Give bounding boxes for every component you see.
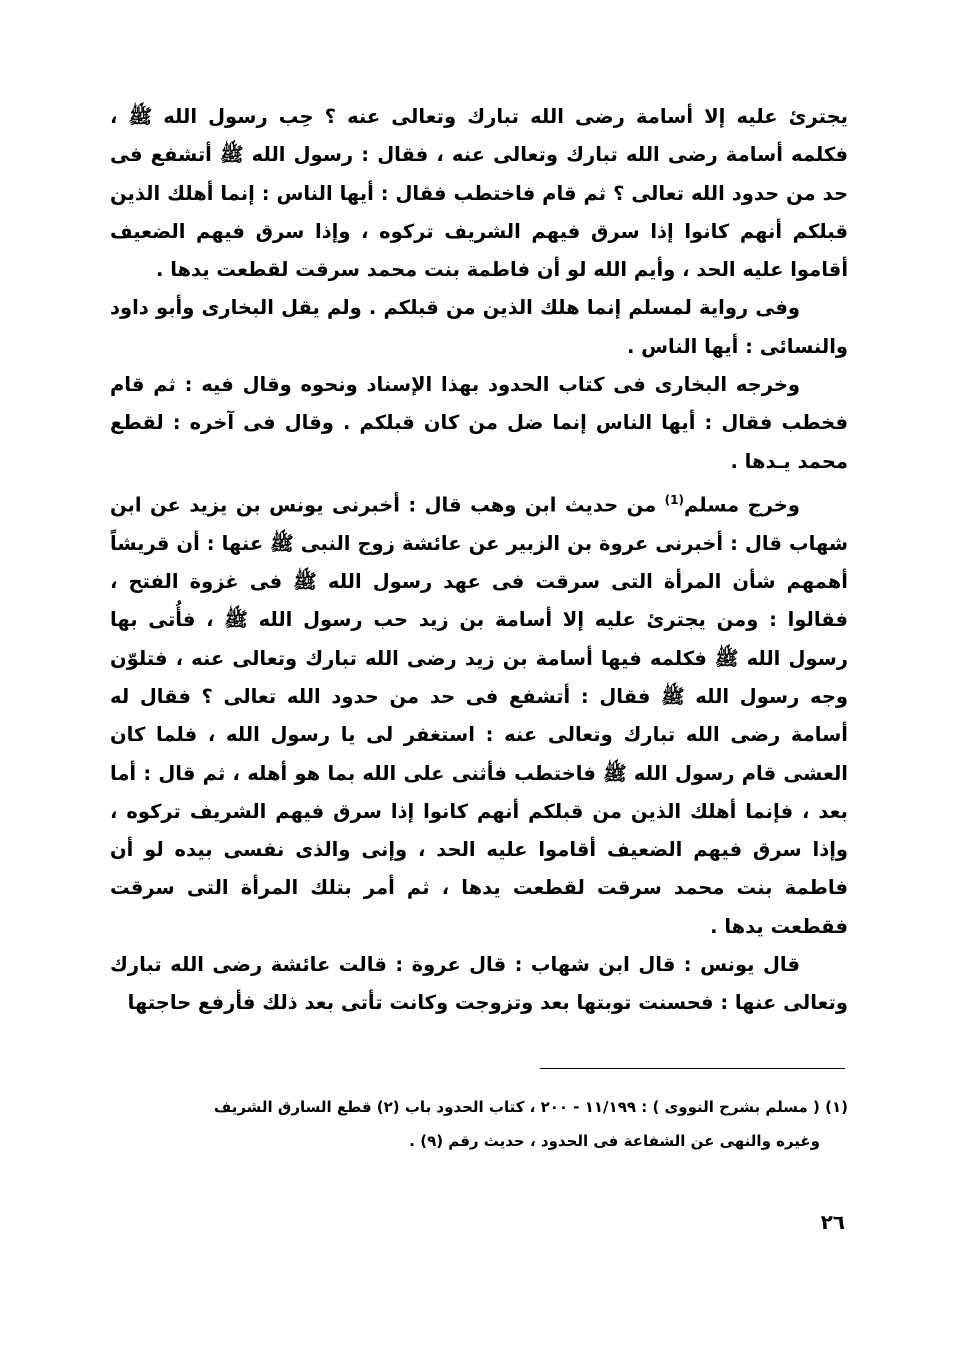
footnote-divider (540, 1068, 845, 1069)
main-text (110, 98, 848, 1023)
footnote-line-2: وغيره والنهى عن الشفاعة فى الحدود ، حديث رقم (٩) . (409, 1132, 820, 1150)
paragraph-4-start: وخرج مسلم (684, 493, 800, 517)
paragraph-4 (110, 481, 848, 946)
paragraph-4-rest: من حديث ابن وهب قال : أخبرنى يونس بن يزيد عن ابن شهاب قال : أخبرنى عروة بن الزبير عن عائشة زوج النبى ﷺ عنها : أن قريشاً أهمهم شأن المرأة التى سرقت فى عهد رسول الله ﷺ فى غزوة الفتح ، فقالوا : ومن يجترئ عليه إلا أسامة بن زيد حب رسول الله ﷺ ، فأُتى بها رسول الله ﷺ فكلمه فيها أسامة بن زيد رضى الله تبارك وتعالى عنه ، فتلوّن وجه رسول الله ﷺ فقال : أتشفع فى حد من حدود الله تعالى ؟ فقال له أسامة رضى الله تبارك وتعالى عنه : استغفر لى يا رسول الله ، فلما كان العشى قام رسول الله ﷺ فاختطب فأثنى على الله بما هو أهله ، ثم قال : أما بعد ، فإنما أهلك الذين من قبلكم أنهم كانوا إذا سرق فيهم الشريف تركوه ، وإذا سرق فيهم الضعيف أقاموا عليه الحد ، وإنى والذى نفسى بيده لو أن فاطمة بنت محمد سرقت لقطعت يدها ، ثم أمر بتلك المرأة التى سرقت فقطعت يدها . (110, 493, 848, 938)
paragraph-1: يجترئ عليه إلا أسامة رضى الله تبارك وتعالى عنه ؟ حِب رسول الله ﷺ ، فكلمه أسامة رضى الله تبارك وتعالى عنه ، فقال : رسول الله ﷺ أتشفع فى حد من حدود الله تعالى ؟ ثم قام فاختطب فقال : أيها الناس : إنما أهلك الذين قبلكم أنهم كانوا إذا سرق فيهم الشريف تركوه ، وإذا سرق فيهم الضعيف أقاموا عليه الحد ، وأيم الله لو أن فاطمة بنت محمد سرقت لقطعت يدها . (110, 105, 848, 282)
footnote-reference: (1) (664, 492, 684, 507)
paragraph-3: وخرجه البخارى فى كتاب الحدود بهذا الإسناد ونحوه وقال فيه : ثم قام فخطب فقال : أيها الناس إنما ضل من كان قبلكم . وقال فى آخره : لقطع محمد يـدها . (110, 373, 848, 473)
paragraph-2: وفى رواية لمسلم إنما هلك الذين من قبلكم . ولم يقل البخارى وأبو داود والنسائى : أيها الناس . (110, 296, 848, 358)
page-number: ٢٦ (820, 1210, 845, 1234)
footnote-line-1: (١) ( مسلم بشرح النووى ) : ١١/١٩٩ - ٢٠٠ ، كتاب الحدود باب (٢) قطع السارق الشريف (213, 1098, 848, 1116)
footnotes (110, 1090, 848, 1158)
paragraph-5: قال يونس : قال ابن شهاب : قال عروة : قالت عائشة رضى الله تبارك وتعالى عنها : فحسنت توبتها بعد وتزوجت وكانت تأتى بعد ذلك فأرفع حاجتها (110, 953, 848, 1015)
